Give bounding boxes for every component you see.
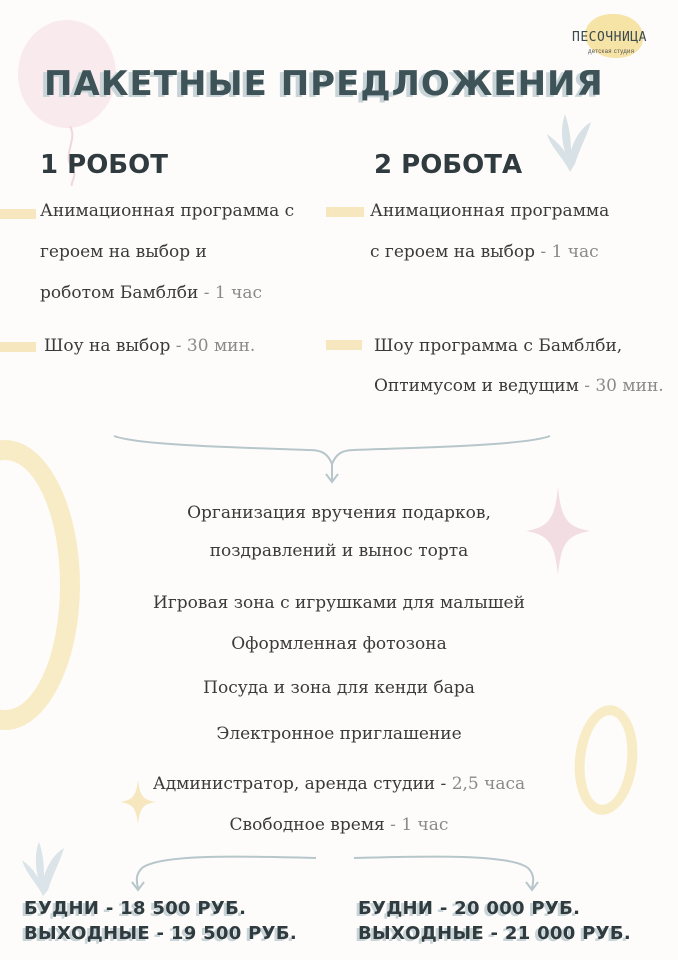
- leaf-icon: [545, 112, 595, 174]
- package-1-item-1-line-1: Анимационная программа с: [40, 201, 295, 221]
- logo-subtitle: детская студия: [588, 49, 635, 55]
- package-2-item-1-duration: - 1 час: [535, 242, 599, 262]
- package-1-weekend-price: ВЫХОДНЫЕ - 19 500 РУБ.: [24, 923, 297, 944]
- included-item-8: [0, 815, 678, 835]
- included-item-7: [0, 774, 678, 794]
- yellow-ring-small-decoration: [569, 702, 642, 818]
- bullet-bar: [0, 209, 36, 219]
- included-item-8-text: Свободное время: [229, 815, 385, 835]
- package-2-weekend-price: ВЫХОДНЫЕ - 21 000 РУБ.: [358, 923, 631, 944]
- arrow-right-price: [350, 850, 550, 894]
- bullet-bar: [326, 207, 364, 217]
- package-2-item-2-duration: - 30 мин.: [578, 376, 664, 396]
- package-2-item-2-line-2-text: Оптимусом и ведущим: [374, 376, 579, 396]
- package-1-item-1-line-3-text: роботом Бамблби: [40, 283, 199, 303]
- arrow-left-price: [120, 850, 320, 894]
- package-2-item-1-line-2: [370, 242, 599, 262]
- included-item-2: поздравлений и вынос торта: [209, 541, 469, 561]
- brace-divider: [110, 428, 554, 488]
- package-1-item-2: [44, 336, 255, 356]
- package-1-item-2-text: Шоу на выбор: [44, 336, 171, 356]
- package-1-item-1-line-3: [40, 283, 262, 303]
- package-1-title: 1 РОБОТ: [40, 150, 168, 180]
- sparkle-icon: [526, 487, 590, 575]
- package-1-item-1-duration: - 1 час: [198, 283, 262, 303]
- package-2-item-1-line-2-text: с героем на выбор: [370, 242, 536, 262]
- leaf-icon: [20, 840, 66, 898]
- package-1-weekday-price: БУДНИ - 18 500 РУБ.: [24, 898, 247, 919]
- bullet-bar: [0, 342, 36, 352]
- included-item-7-text: Администратор, аренда студии -: [152, 774, 452, 794]
- package-2-weekday-price: БУДНИ - 20 000 РУБ.: [358, 898, 581, 919]
- package-2-title: 2 РОБОТА: [374, 150, 523, 180]
- included-item-8-duration: - 1 час: [384, 815, 449, 835]
- package-1-item-2-duration: - 30 мин.: [170, 336, 256, 356]
- included-item-5: Посуда и зона для кенди бара: [203, 678, 475, 698]
- package-1-item-1-line-2: героем на выбор и: [40, 242, 207, 262]
- included-item-7-duration: 2,5 часа: [451, 774, 526, 794]
- page-title: ПАКЕТНЫЕ ПРЕДЛОЖЕНИЯ: [44, 64, 604, 104]
- package-2-item-2-line-1: Шоу программа с Бамблби,: [374, 336, 623, 356]
- included-item-3: Игровая зона с игрушками для малышей: [153, 593, 525, 613]
- package-2-item-1-line-1: Анимационная программа: [370, 201, 610, 221]
- logo-name: ПЕСОЧНИЦА: [572, 30, 647, 45]
- included-item-6: Электронное приглашение: [216, 724, 462, 744]
- bullet-bar: [326, 340, 362, 350]
- included-item-1: Организация вручения подарков,: [187, 503, 491, 523]
- included-item-4: Оформленная фотозона: [231, 634, 447, 654]
- package-2-item-2-line-2: [374, 376, 664, 396]
